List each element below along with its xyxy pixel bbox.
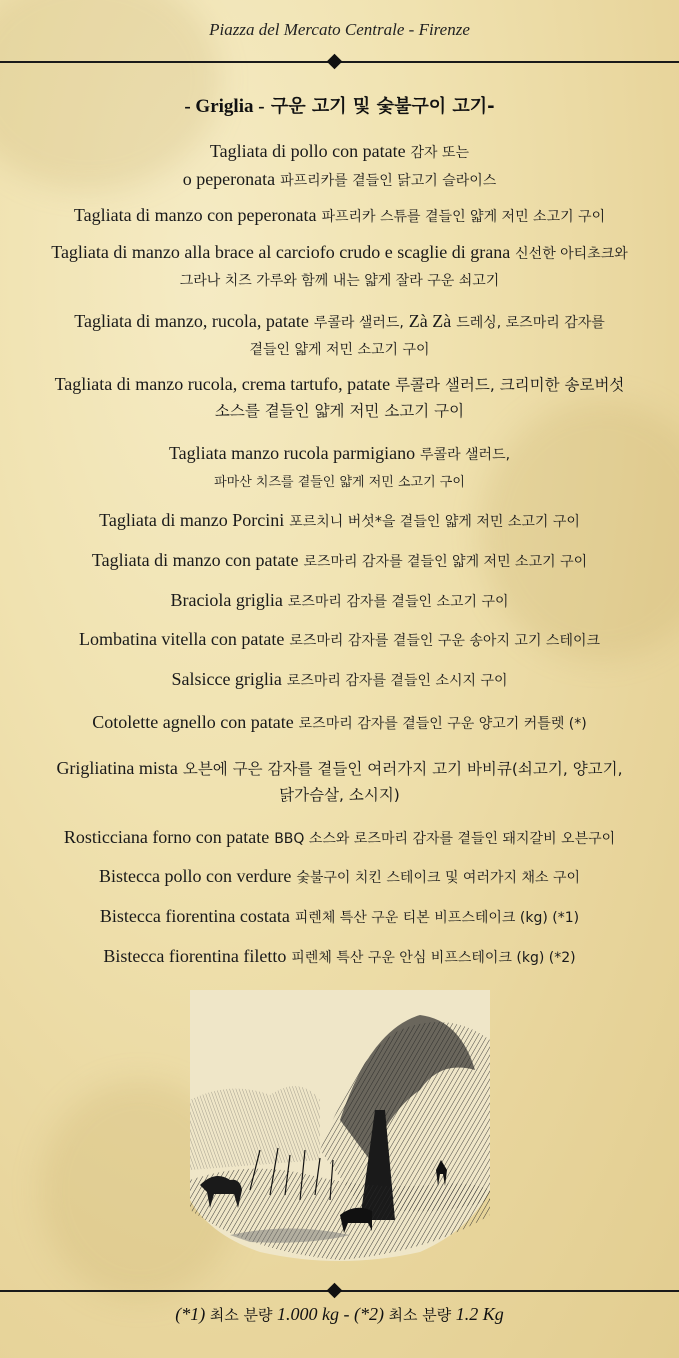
item-name-italian: Cotolette agnello con patate xyxy=(92,712,294,732)
item-desc-korean: 소스를 곁들인 얇게 저민 소고기 구이 xyxy=(214,402,465,420)
item-desc-korean: 로즈마리 감자를 곁들인 소고기 구이 xyxy=(287,594,509,610)
footnote-1-marker: (*1) xyxy=(175,1304,206,1324)
item-desc-korean: 숯불구이 치킨 스테이크 및 여러가지 채소 구이 xyxy=(296,870,581,886)
section-title-korean: 구운 고기 및 숯불구이 고기- xyxy=(270,96,495,117)
menu-item xyxy=(14,587,665,615)
footnote-2-label: 최소 분량 xyxy=(388,1306,452,1324)
item-desc-korean: 로즈마리 감자를 곁들인 구운 송아지 고기 스테이크 xyxy=(289,633,601,649)
item-name-italian: Tagliata di manzo Porcini xyxy=(99,510,285,530)
item-desc-korean: 곁들인 얇게 저민 소고기 구이 xyxy=(249,342,430,358)
item-name-italian: Tagliata di manzo con peperonata xyxy=(73,205,317,225)
item-name-italian: Tagliata di manzo rucola, crema tartufo, patate xyxy=(54,374,391,394)
menu-item xyxy=(14,755,665,808)
section-title xyxy=(0,92,679,118)
item-name-italian: Rosticciana forno con patate xyxy=(63,827,270,847)
menu-item xyxy=(14,626,665,654)
item-desc-korean: BBQ 소스와 로즈마리 감자를 곁들인 돼지갈비 오븐구이 xyxy=(274,831,616,847)
item-desc-korean: 파프리카를 곁들인 닭고기 슬라이스 xyxy=(280,173,497,189)
menu-item xyxy=(14,371,665,424)
item-name-italian: Grigliatina mista xyxy=(56,758,178,778)
item-desc-korean: 루콜라 샐러드, xyxy=(420,447,511,463)
item-desc-korean: 그라나 치즈 가루와 함께 내는 얇게 잘라 구운 쇠고기 xyxy=(179,273,500,289)
item-name-italian: Bistecca pollo con verdure xyxy=(98,866,292,886)
section-title-italian: - Griglia - xyxy=(184,96,265,117)
footnote-1-label: 최소 분량 xyxy=(209,1306,273,1324)
menu-item xyxy=(14,239,665,294)
item-name-italian: Bistecca fiorentina costata xyxy=(99,906,290,926)
item-desc-korean: 피렌체 특산 구운 안심 비프스테이크 (kg) (*2) xyxy=(291,950,576,966)
menu-item xyxy=(14,440,665,496)
menu-item xyxy=(14,308,665,363)
item-name-italian: Tagliata di manzo alla brace al carciofo crudo e scaglie di grana xyxy=(51,242,511,262)
footer-note xyxy=(0,1304,679,1325)
item-name-italian: Tagliata di pollo con patate xyxy=(209,141,406,161)
item-desc-korean: 닭가슴살, 소시지) xyxy=(279,786,400,804)
item-desc-korean: 로즈마리 감자를 곁들인 소시지 구이 xyxy=(286,673,508,689)
item-desc-korean: 감자 또는 xyxy=(410,145,470,161)
menu-item xyxy=(14,138,665,194)
item-desc-korean: 신선한 아티초크와 xyxy=(515,246,628,262)
menu-item xyxy=(14,709,665,737)
menu-item xyxy=(14,863,665,891)
item-desc-korean: 파프리카 스튜를 곁들인 얇게 저민 소고기 구이 xyxy=(321,209,606,225)
item-name-italian: Tagliata di manzo con patate xyxy=(91,550,299,570)
item-name-italian: Zà Zà xyxy=(408,311,452,331)
menu-item xyxy=(14,202,665,230)
menu-item xyxy=(14,547,665,575)
footnote-2-marker: (*2) xyxy=(353,1304,384,1324)
menu-item xyxy=(14,666,665,694)
item-desc-korean: 피렌체 특산 구운 티본 비프스테이크 (kg) (*1) xyxy=(294,910,580,926)
item-desc-korean: 오븐에 구은 감자를 곁들인 여러가지 고기 바비큐(쇠고기, 양고기, xyxy=(182,760,623,778)
item-name-italian: Tagliata manzo rucola parmigiano xyxy=(168,443,416,463)
item-name-italian: Lombatina vitella con patate xyxy=(78,629,285,649)
item-name-italian: Tagliata di manzo, rucola, patate xyxy=(74,311,309,331)
item-desc-korean: 루콜라 샐러드, 크리미한 송로버섯 xyxy=(395,376,625,394)
item-desc-korean: 드레싱, 로즈마리 감자를 xyxy=(456,315,605,331)
landscape-engraving xyxy=(190,990,490,1265)
item-desc-korean: 로즈마리 감자를 곁들인 구운 양고기 커틀렛 (*) xyxy=(298,716,587,732)
item-desc-korean: 로즈마리 감자를 곁들인 얇게 저민 소고기 구이 xyxy=(303,554,588,570)
menu-item xyxy=(14,903,665,931)
footnote-1-value: 1.000 kg - xyxy=(277,1304,354,1324)
bottom-divider-ornament xyxy=(327,1283,343,1299)
item-name-italian: Braciola griglia xyxy=(170,590,283,610)
item-name-italian: Bistecca fiorentina filetto xyxy=(103,946,287,966)
top-divider-ornament xyxy=(327,54,343,70)
item-desc-korean: 파마산 치즈를 곁들인 얇게 저민 소고기 구이 xyxy=(214,475,465,490)
menu-item xyxy=(14,943,665,971)
menu-item xyxy=(14,824,665,852)
page-header-title: Piazza del Mercato Centrale - Firenze xyxy=(209,20,470,39)
item-name-italian: Salsicce griglia xyxy=(171,669,282,689)
menu-item xyxy=(14,507,665,535)
item-desc-korean: 포르치니 버섯*을 곁들인 얇게 저민 소고기 구이 xyxy=(289,514,580,530)
item-name-italian: o peperonata xyxy=(182,169,276,189)
item-desc-korean: 루콜라 샐러드, xyxy=(313,315,404,331)
footnote-2-value: 1.2 Kg xyxy=(455,1304,504,1324)
